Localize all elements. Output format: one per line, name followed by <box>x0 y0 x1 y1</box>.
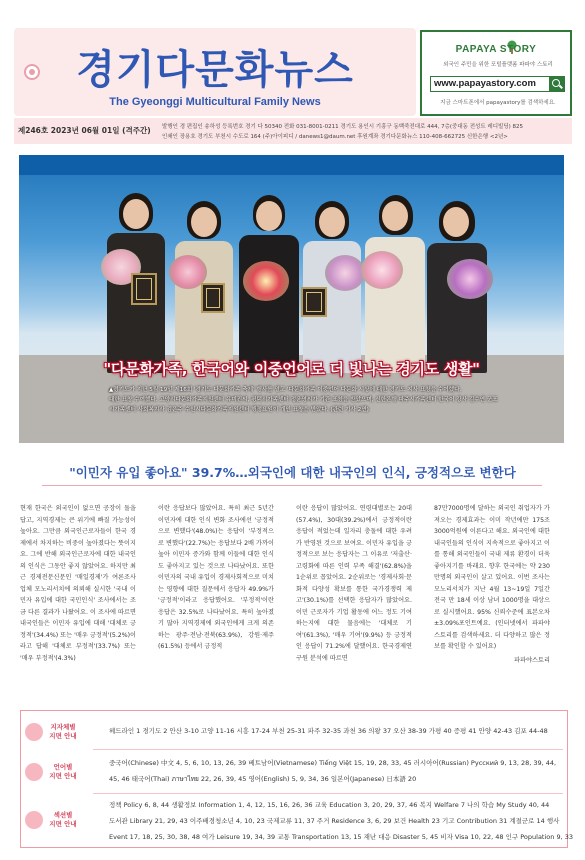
index-text: 중국어(Chinese) 中文 4, 5, 6, 10, 13, 26, 39 베트남어(Vietnamese) Tiếng Việt 15, 19, 28, 33, 45 러시아어(Russian) Русский 9, 13, 28, 39, 44, <box>109 759 557 767</box>
divider <box>42 485 542 486</box>
stage-banner <box>19 155 564 175</box>
index-label: 섹션별 지면 안내 <box>49 811 77 828</box>
index-text: Event 17, 18, 25, 30, 38, 48 여가 Leisure 19, 34, 39 교통 Transportation 13, 15 재난 대응 Disaster 5, 45 비자 Visa 10, 22, 48 인구 Population 9, 33 <box>109 833 573 841</box>
ad-url-field[interactable]: www.papayastory.com <box>430 76 550 92</box>
publisher-line: 발행인 경 편집인 송하성 등록번호 경기 다 50340 전화 031-8001-0211 경기도 용인시 기흥구 동백죽전대로 444, 7층(중대동 전성트 레디빌딩) 825 <box>162 124 524 130</box>
award-recipient <box>421 201 495 373</box>
index-text: 도서관 Library 21, 29, 43 이주배경청소년 4, 10, 23 국제교류 11, 37 주거 Residence 3, 6, 29 보건 Health 23 기고 Contribution 31 계절군로 14 행사 <box>109 817 560 825</box>
divider <box>93 749 563 750</box>
article-column: 현재 한국은 외국인이 없으면 공장이 돌을 답고, 지역경제는 큰 위기에 빠질 가능성이 높아요. 그만큼 외국인근로자들이 한국 경제에서 차지하는 비중이 높아졌다는 뜻이지요. 그에 반해 외국인근로자에 대한 내국인의 인식은 그동안 좋지 않았어요. 하지만 최근 경제전문신문인 '매일경제'가 여론조사업체 모노리서치에 의뢰해 실시한 '국내 이민자 유입에 대한 국민인식' 조사에서는 조금 다른 결과가 나왔어요. 이 조사에 따르면 내국인들은 이민자 유입에 대해 '대체로 긍정적'(34.4%) 또는 '매우 긍정적'(5.2%)이라고 답해 '대체로 부정적'(33.7%) 또는 '매우 부정적'(4.3%) <box>20 505 136 662</box>
newspaper-title: 경기다문화뉴스 <box>76 47 354 93</box>
award-recipient <box>169 201 239 373</box>
index-row-section <box>21 797 573 845</box>
award-photo <box>19 155 564 443</box>
publisher-line: 인쇄인 장용호 경기도 부천시 수도로 164 (주)아이피디 / danews1@daum.net 후원계좌 경기다문화뉴스 110-408-662725 신한은행 <2년> <box>162 134 508 140</box>
index-text: 45, 46 태국어(Thai) ภาษาไทย 22, 26, 39, 45 영어(English) 5, 9, 34, 36 일본어(Japanese) 日本語 20 <box>109 775 417 783</box>
photo-headline: "다문화가족, 한국어와 이중언어로 더 빛나는 경기도 생활" <box>103 360 480 378</box>
story-title: "이민자 유입 좋아요" 39.7%…외국인에 대한 내국인의 인식, 긍정적으로 변한다 <box>69 465 516 480</box>
award-recipient <box>297 201 367 373</box>
issue-number: 제246호 2023년 06월 01일 (격주간) <box>18 126 151 135</box>
award-recipient <box>101 193 171 373</box>
issue-info-bar <box>14 118 572 144</box>
index-text: 헤드라인 1 경기도 2 안산 3-10 고양 11-16 시흥 17-24 부천 25-31 파주 32-35 과천 36 의왕 37 오산 38-39 가평 40 증평 41 안양 42-43 김포 44-48 <box>109 727 548 735</box>
photo-caption: 대한 표창 수여했다. 고양시다문화가족지원센터 유미진씨, 평택시가족센터 정윤영씨가 기관 표창을 받았으며, 신한은행 파주시가족센터 한국어 강사 김수연 군포 <box>109 397 498 403</box>
article-byline: 파파야스토리 <box>514 656 550 664</box>
index-label: 언어별 지면 안내 <box>49 763 77 780</box>
article-column: 이란 응답보다 많았어요. 특히 최근 5년간 이민자에 대한 인식 변화 조사에선 '긍정적으로 변했다'(48.0%)는 응답이 '부정적으로 변했다'(22.7%)는 응답보다 2배 가까이 높아 이민자 증가와 함께 이들에 대한 인식도 좋아지고 있는 것으로 나타났어요. 또한 이민자의 국내 유입이 경제사회적으로 미치는 영향에 대한 질문에서 응답자 49.9%가 '긍정적'이라고 응답했어요. '부정적'이란 응답은 32.5%로 나타났어요. 특히 높아졌기 많아 지역경제에 외국인에게 크게 의존하는 광주·전남·전북(63.9%), 강원·제주(61.5%) 등에서 긍정적 <box>158 505 274 650</box>
ad-brand: PAPAYA STORY <box>455 44 537 55</box>
ad-tagline: 외국인 주민을 위한 포털플랫폼 파파야 스토리 <box>443 62 553 68</box>
index-row-language <box>21 755 567 789</box>
search-icon[interactable] <box>549 76 565 92</box>
photo-caption: 시가족센터 사회복지사 김은주 수원시다문화가족지원센터 행정요원이 개인 표창을 받았다. (관련 기사 2면) <box>109 407 369 413</box>
ad-note: 지금 스마트폰에서 papayastory를 검색하세요. <box>440 100 556 106</box>
index-label: 지자체별 지면 안내 <box>49 723 77 740</box>
photo-caption: ▲경기도가 지난 5월 19일 제16회 '경기도 다문화가족 축제' 행사를 열고 '다문화가족 이중언어 다문화 시상에 대한 경기도 지사 표창을 수여했다. <box>109 387 462 393</box>
index-text: 정책 Policy 6, 8, 44 생활정보 Information 1, 4, 12, 15, 16, 26, 36 교육 Education 3, 20, 29, 37, 46 복지 Welfare 7 나의 학습 My Study 40, 44 <box>109 801 550 809</box>
index-row-region <box>21 719 567 747</box>
divider <box>93 793 563 794</box>
article-column: 이란 응답이 많았어요. 연령대별로는 20대(57.4%), 30대(39.2%)에서 긍정적이란 응답이 적었는데 일자리 충돌에 대한 우려가 반영된 것으로 보여요. 이민자 유입을 긍정적으로 보는 응답자는 그 이유로 '저출산·고령화에 따른 인력 부족 해결'(62.8%)을 1순위로 꼽았어요. 2순위로는 '경제사회·문화적 다양성 확보를 통한 국가경쟁력 제고'(30.1%)를 선택한 응답자가 많았어요. 이민 근로자가 기업 활동에 어느 정도 기여하는지에 대한 물음에는 '대체로 기여'(61.3%), '매우 기여'(9.9%) 등 긍정적인 응답이 71.2%에 달했어요. 한국경제연구원 분석에 따르면 <box>296 505 412 662</box>
newspaper-subtitle: The Gyeonggi Multicultural Family News <box>109 96 321 108</box>
award-recipient <box>233 195 305 373</box>
page-index <box>20 710 573 848</box>
masthead <box>14 28 416 116</box>
papaya-story-ad[interactable] <box>420 30 572 116</box>
article-column: 87만7000명에 달하는 외국인 취업자가 가져오는 경제효과는 이미 작년에만 175조 3000억원에 이른다고 해요. 외국인에 대한 내국인들의 인식이 지속적으로 좋아지고 이를 통해 외국인들이 국내 제류 환경이 더욱 좋아지기를 바래요. 향후 한국에는 약 230만명의 외국인이 살고 있어요. 이번 조사는 모노리서치가 지난 4월 13~19일 7일간 전국 만 18세 이상 남녀 1000명을 대상으로 실시했어요. 95% 신뢰수준에 표본오차 ±3.09%포인트예요. (인터넷에서 파파야스토리를 검색하세요. 더 다양하고 많은 정보를 확인할 수 있어요) 파파야스토리 <box>434 503 550 693</box>
